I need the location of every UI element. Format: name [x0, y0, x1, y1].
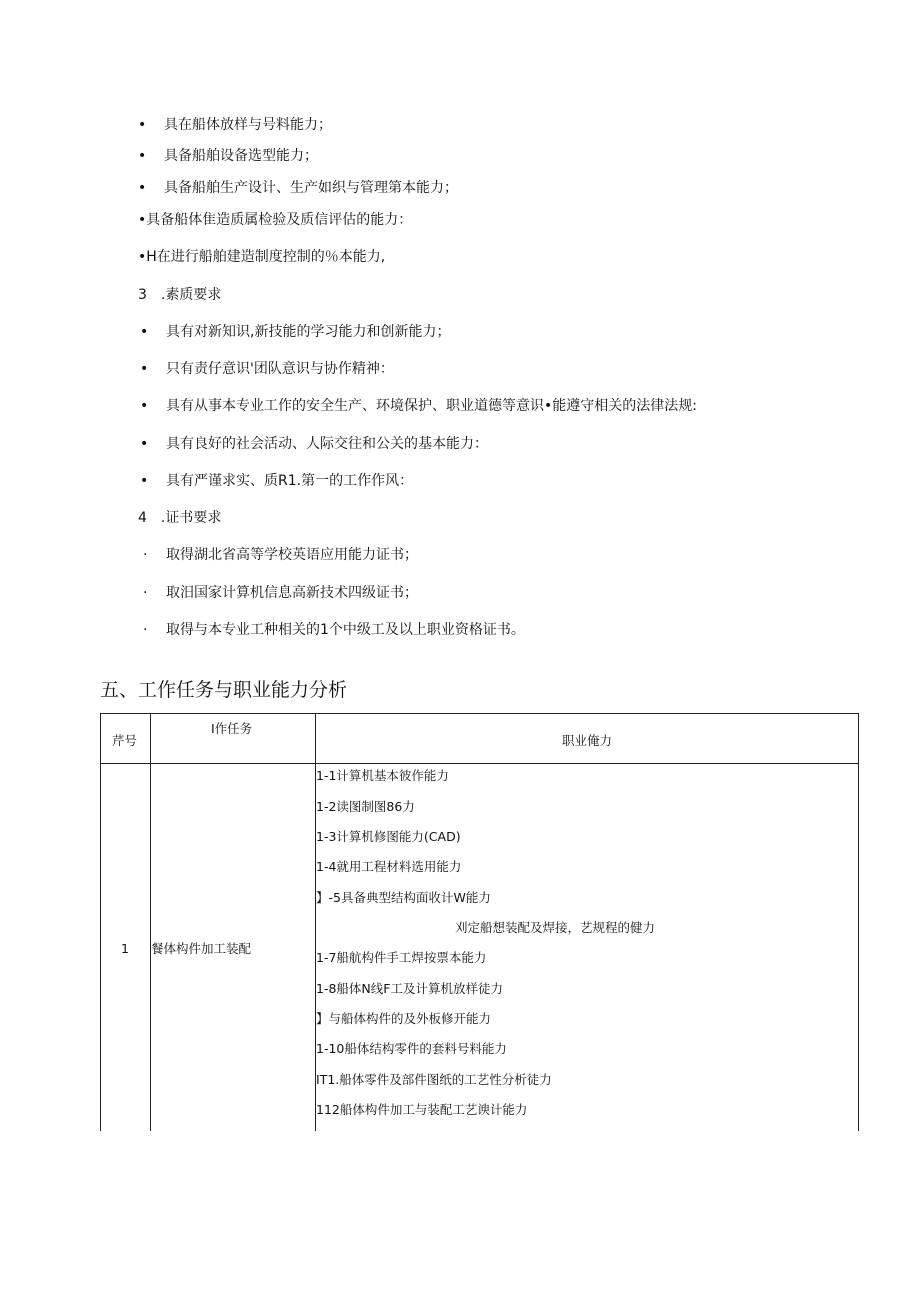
ability-item: 1-1计算机基本彼作能力	[316, 768, 449, 783]
cert-item: 取得与本专业工种相关的1个中级工及以上职业资格证书。	[166, 622, 525, 638]
ability-item: 1-2读图制图86力	[316, 799, 415, 814]
ability-item: 1-3计算机修图能力(CAD)	[316, 829, 461, 844]
ability-item: 1-10船体结构零件的套料号料能力	[316, 1041, 507, 1056]
ability-item: 】与船体构件的及外板修开能力	[316, 1011, 492, 1026]
bullet-marker: ·	[143, 622, 148, 638]
ability-item: 1-7船航构件手工焊按票本能力	[316, 950, 487, 965]
table-border-right	[858, 713, 859, 1131]
table-border-top	[100, 713, 859, 714]
quality-item: 具有从事本专业工作的安全生产、环境保护、职业道德等意识•能遵守相关的法律法规:	[166, 398, 697, 414]
ability-item: 刈定船想装配及焊接，艺规程的健力	[455, 920, 656, 935]
skill-item: 具在船体放样与号料能力；	[164, 117, 332, 133]
quality-item: 具有对新知识,新技能的学习能力和创新能力；	[166, 324, 451, 340]
table-header-divider	[100, 763, 859, 764]
header-seq: 芹号	[112, 733, 138, 748]
skill-item-inline: •H在进行船舶建造制度控制的％本能力,	[138, 249, 386, 265]
table-col-divider	[150, 713, 151, 1131]
header-task: I作任务	[211, 721, 253, 736]
header-ability: 职业俺力	[562, 733, 613, 748]
ability-item: 1-8船体N线F工及计算机放样徒力	[316, 981, 503, 996]
skill-item-inline: •具备船体隹造质属检验及质信评估的能力：	[138, 212, 413, 228]
row-task: 餐体构件加工装配	[151, 941, 252, 956]
quality-item: 具有严谨求实、质R1.第一的工作作风：	[166, 473, 414, 489]
row-seq: 1	[121, 941, 129, 956]
quality-item: 只有责仔意识'团队意识与协作精神：	[166, 361, 394, 377]
bullet-marker: •	[140, 436, 149, 452]
bullet-marker: •	[140, 473, 149, 489]
bullet-marker: •	[140, 398, 149, 414]
bullet-marker: ·	[143, 547, 148, 563]
bullet-marker: •	[138, 148, 147, 164]
bullet-marker: •	[138, 180, 147, 196]
ability-item: 1-4就用工程材料选用能力	[316, 859, 462, 874]
cert-heading: 4 .证书要求	[138, 510, 222, 526]
bullet-marker: ·	[143, 585, 148, 601]
cert-item: 取得湖北省高等学校英语应用能力证书；	[166, 547, 418, 563]
ability-item: 112船体构件加工与装配工艺谀计能力	[316, 1102, 528, 1117]
ability-table	[100, 713, 859, 1131]
bullet-marker: •	[138, 117, 147, 133]
skill-item: 具备船舶生产设计、生产如织与管理第本能力；	[164, 180, 458, 196]
bullet-marker: •	[140, 361, 149, 377]
bullet-marker: •	[140, 324, 149, 340]
section-title: 五、工作任务与职业能力分析	[100, 679, 348, 701]
ability-item: IT1.船体零件及部件图纸的工艺性分析徒力	[316, 1072, 552, 1087]
table-border-left	[100, 713, 101, 1131]
quality-item: 具有良好的社会活动、人际交往和公关的基本能力：	[166, 436, 488, 452]
skill-item: 具备船舶设备选型能力；	[164, 148, 318, 164]
ability-item: 】-5具备典型结构面收计W能力	[316, 890, 491, 905]
quality-heading: 3 .素质要求	[138, 287, 222, 303]
cert-item: 取汨国家计算机信息高新技术四级证书；	[166, 585, 418, 601]
